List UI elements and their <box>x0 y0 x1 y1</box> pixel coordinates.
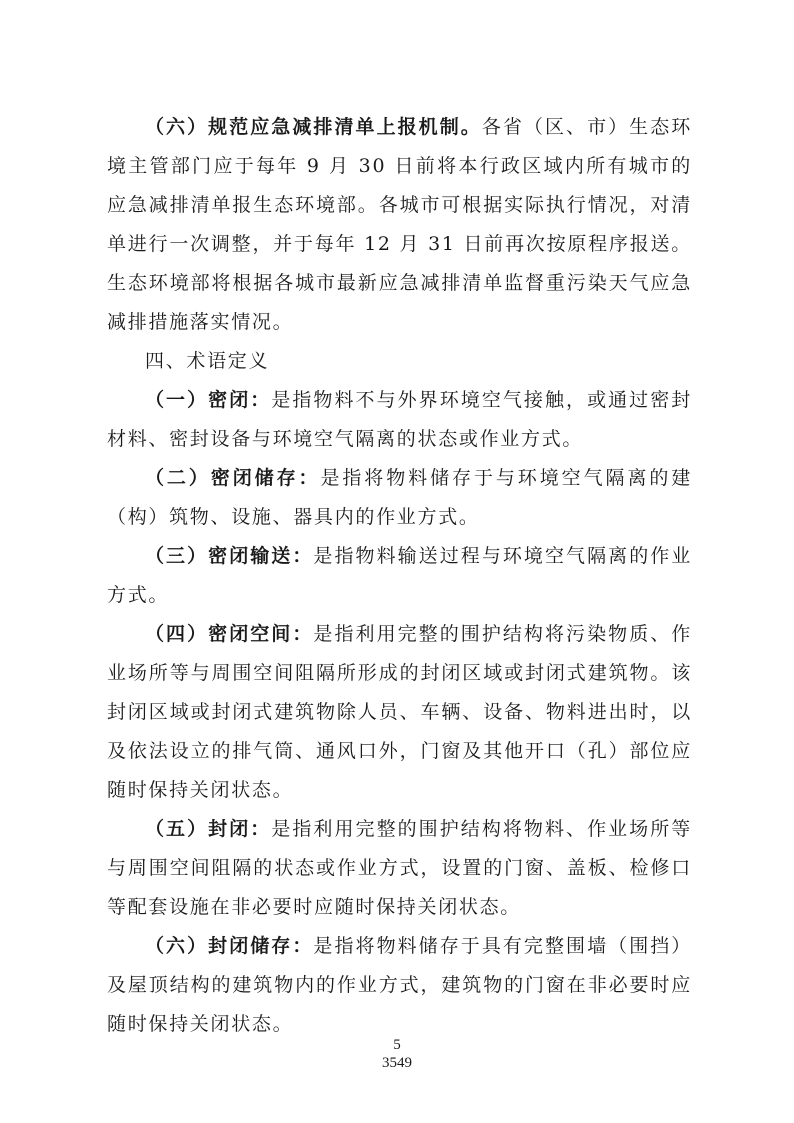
paragraph-sealed-space <box>107 615 692 810</box>
paragraph-enclosed-storage <box>107 927 692 1044</box>
term-label: （六）封闭储存： <box>145 935 314 957</box>
paragraph-reporting-mechanism <box>107 108 692 342</box>
term-label: （六）规范应急减排清单上报机制。 <box>145 116 482 138</box>
paragraph-text: 是指将物料储存于具有完整围墙（围挡）及屋顶结构的建筑物内的作业方式，建筑物的门窗在非必要时应随时保持关闭状态。 <box>107 935 692 1035</box>
section-heading-definitions: 四、术语定义 <box>145 350 270 372</box>
term-label: （五）封闭： <box>145 818 272 840</box>
paragraph-text: 各省（区、市）生态环境主管部门应于每年 9 月 30 日前将本行政区域内所有城市的应急减排清单报生态环境部。各城市可根据实际执行情况，对清单进行一次调整，并于每年 12 月 31 日前再次按原程序报送。生态环境部将根据各城市最新应急减排清单监督重污染天气应急减排措施落实情况。 <box>107 116 692 333</box>
paragraph-text: 是指物料输送过程与环境空气隔离的作业方式。 <box>107 545 692 606</box>
term-label: （一）密闭： <box>145 389 272 411</box>
paragraph-text: 是指将物料储存于与环境空气隔离的建（构）筑物、设施、器具内的作业方式。 <box>107 467 692 528</box>
paragraph-sealed <box>107 381 692 459</box>
paragraph-text: 是指利用完整的围护结构将污染物质、作业场所等与周围空间阻隔所形成的封闭区域或封闭式建筑物。该封闭区域或封闭式建筑物除人员、车辆、设备、物料进出时，以及依法设立的排气筒、通风口外，门窗及其他开口（孔）部位应随时保持关闭状态。 <box>107 623 692 801</box>
paragraph-text: 是指利用完整的围护结构将物料、作业场所等与周围空间阻隔的状态或作业方式，设置的门窗、盖板、检修口等配套设施在非必要时应随时保持关闭状态。 <box>107 818 692 918</box>
document-number: 3549 <box>382 1055 412 1071</box>
term-label: （四）密闭空间： <box>145 623 314 645</box>
term-label: （三）密闭输送： <box>145 545 314 567</box>
term-label: （二）密闭储存： <box>145 467 321 489</box>
paragraph-sealed-conveying <box>107 537 692 615</box>
page-number: 5 <box>393 1037 401 1053</box>
paragraph-text: 是指物料不与外界环境空气接触，或通过密封材料、密封设备与环境空气隔离的状态或作业方式。 <box>107 389 692 450</box>
paragraph-sealed-storage <box>107 459 692 537</box>
paragraph-enclosed <box>107 810 692 927</box>
document-page <box>107 0 692 1044</box>
